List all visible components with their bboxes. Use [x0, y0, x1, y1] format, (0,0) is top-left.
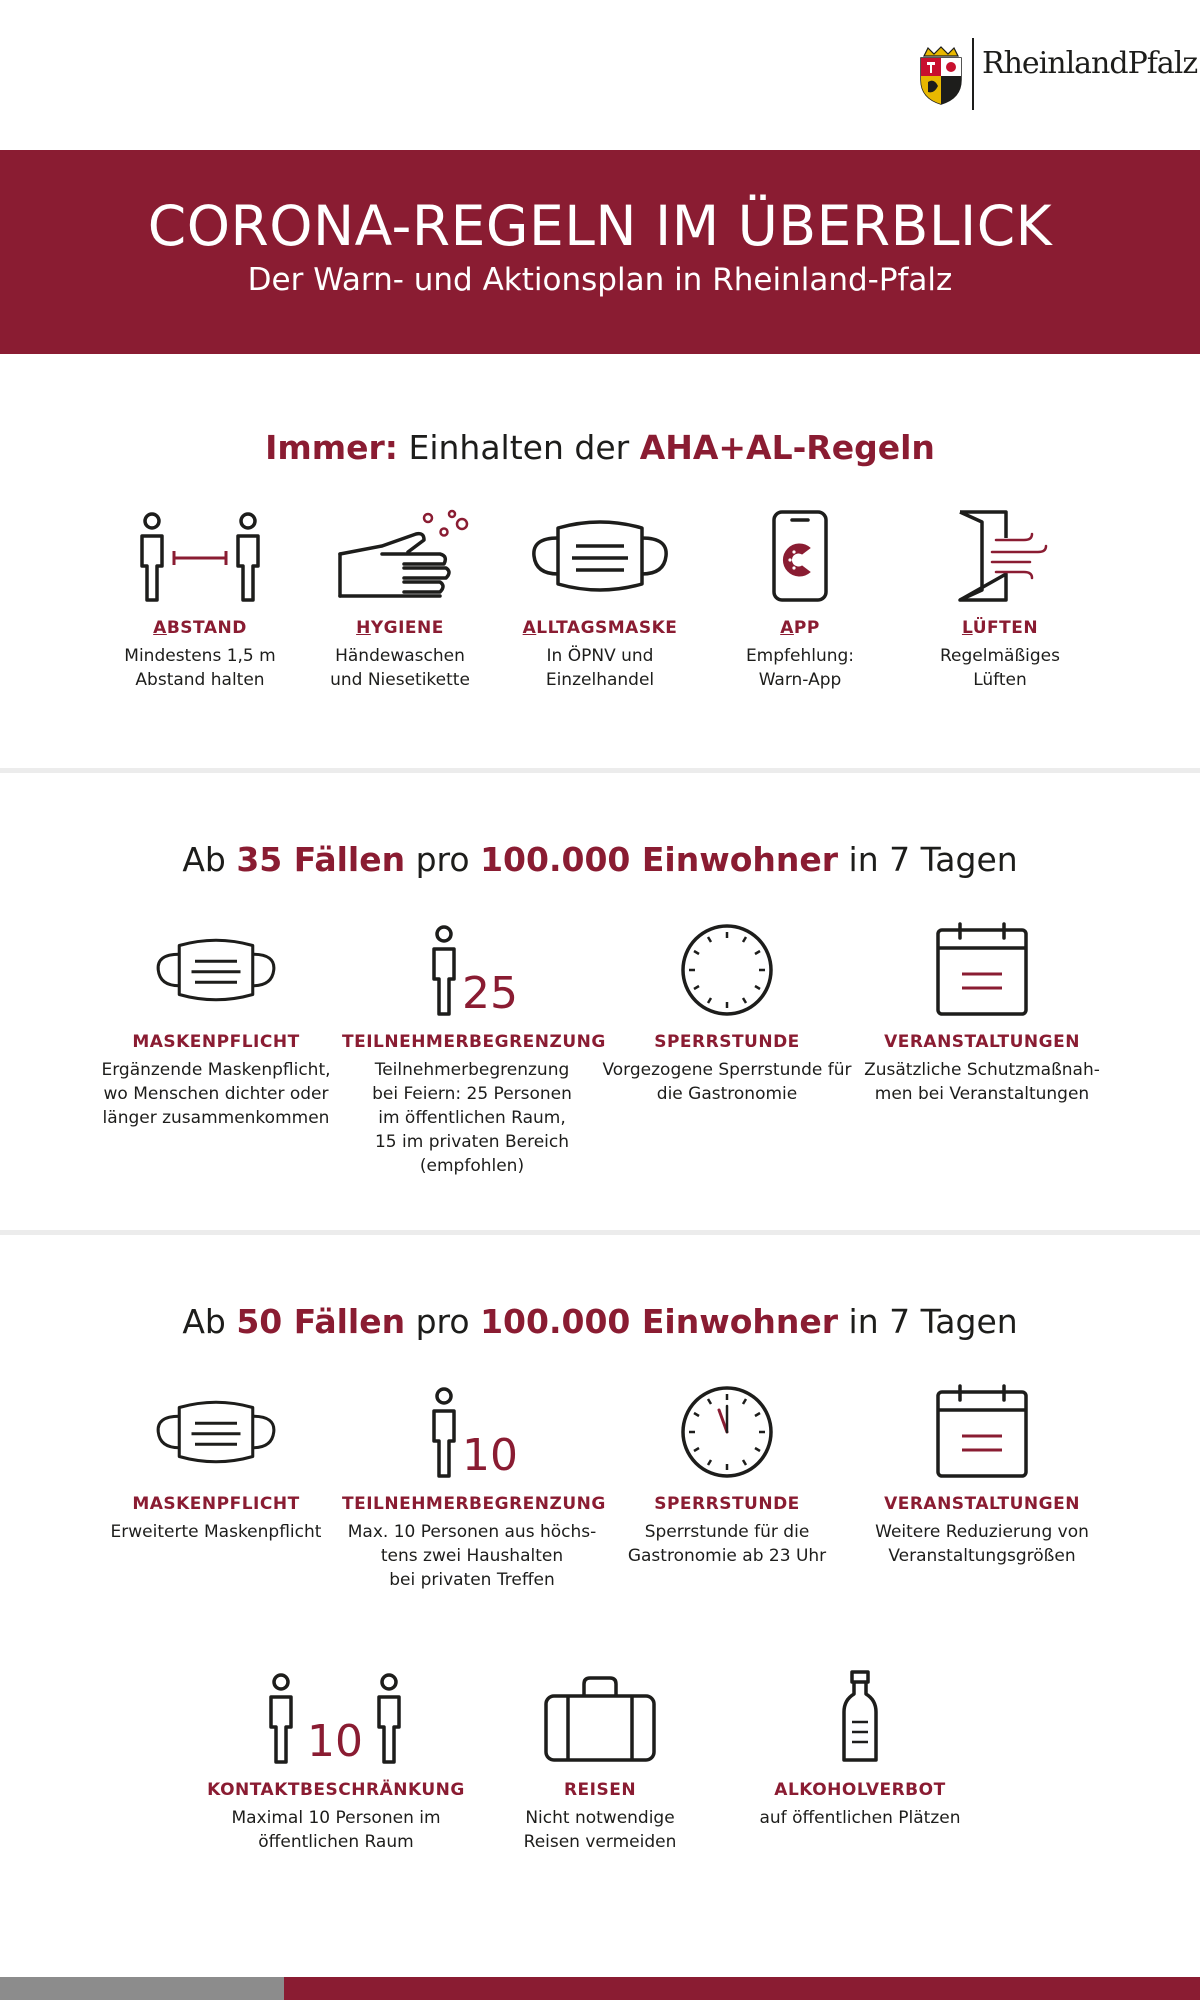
rule-lueften-label: LÜFTEN [961, 618, 1039, 638]
rule-lueften [900, 508, 1100, 692]
two-persons-icon [261, 1670, 411, 1766]
rule50-teilnehmer-desc: Max. 10 Personen aus höchs- tens zwei Haushalten bei privaten Treffen [347, 1522, 597, 1590]
rule50-sperrstunde [602, 1384, 852, 1568]
person-limit-icon [402, 1384, 542, 1480]
rule50-kontakt-desc: Maximal 10 Personen im öffentlichen Raum [231, 1808, 441, 1852]
rule50-sperrstunde-label: SPERRSTUNDE [654, 1494, 800, 1514]
clock-icon [657, 922, 797, 1018]
rule50-veranstaltungen [862, 1384, 1102, 1568]
rule-alltagsmaske-desc: In ÖPNV und Einzelhandel [545, 646, 655, 690]
rule-hygiene-desc: Händewaschen und Niesetikette [330, 646, 470, 690]
person-limit-number: 25 [462, 968, 518, 1019]
rule35-maskenpflicht-label: MASKENPFLICHT [132, 1032, 300, 1052]
rule50-alkohol [740, 1670, 980, 1830]
rule50-reisen [490, 1670, 710, 1854]
rule35-sperrstunde [602, 922, 852, 1106]
rule35-teilnehmer [342, 922, 606, 1178]
section-separator [0, 768, 1200, 773]
mask-icon [520, 508, 680, 604]
section-always-title: Immer: Einhalten der AHA+AL-Regeln [265, 428, 935, 467]
rule50-maskenpflicht-desc: Erweiterte Maskenpflicht [110, 1522, 322, 1542]
rule50-alkohol-label: ALKOHOLVERBOT [774, 1780, 946, 1800]
calendar-icon [912, 922, 1052, 1018]
rule50-teilnehmer [342, 1384, 606, 1592]
calendar-icon [912, 1384, 1052, 1480]
person-limit-number: 10 [462, 1430, 518, 1481]
rule-hygiene-label: HYGIENE [356, 618, 444, 638]
header-banner [0, 150, 1200, 354]
rule35-sperrstunde-label: SPERRSTUNDE [654, 1032, 800, 1052]
coat-of-arms-icon [918, 46, 964, 106]
rule50-sperrstunde-desc: Sperrstunde für die Gastronomie ab 23 Uhr [627, 1522, 827, 1566]
rule35-maskenpflicht-desc: Ergänzende Maskenpflicht, wo Menschen dichter oder länger zusammenkommen [101, 1060, 331, 1128]
footer-bar-red [284, 1977, 1200, 2000]
rule50-kontakt-label: KONTAKTBESCHRÄNKUNG [207, 1780, 465, 1800]
rule50-maskenpflicht-label: MASKENPFLICHT [132, 1494, 300, 1514]
contact-limit-number: 10 [307, 1716, 363, 1767]
footer-bar-gray [0, 1977, 284, 2000]
section-separator [0, 1230, 1200, 1235]
rule-app [700, 508, 900, 692]
ventilation-door-icon [920, 508, 1080, 604]
rule35-veranstaltungen [862, 922, 1102, 1106]
rule50-veranstaltungen-desc: Weitere Reduzierung von Veranstaltungsgrößen [875, 1522, 1089, 1566]
rule35-veranstaltungen-desc: Zusätzliche Schutzmaßnah- men bei Veranstaltungen [864, 1060, 1100, 1104]
rule-abstand [100, 508, 300, 692]
suitcase-icon [530, 1670, 670, 1766]
rule-alltagsmaske-label: ALLTAGSMASKE [522, 618, 678, 638]
rule50-veranstaltungen-label: VERANSTALTUNGEN [884, 1494, 1080, 1514]
clock-icon [657, 1384, 797, 1480]
rule-app-desc: Empfehlung: Warn-App [745, 646, 855, 690]
rule35-teilnehmer-desc: Teilnehmerbegrenzung bei Feiern: 25 Personen im öffentlichen Raum, 15 im privaten Bereich (empfohlen) [372, 1060, 572, 1176]
hand-washing-icon [320, 508, 480, 604]
rule50-reisen-desc: Nicht notwendige Reisen vermeiden [523, 1808, 677, 1852]
rule50-kontakt [204, 1670, 468, 1854]
page-title: CORONA-REGELN IM ÜBERBLICK [147, 194, 1053, 258]
state-logo [918, 38, 1198, 110]
rule-alltagsmaske [500, 508, 700, 692]
page-subtitle: Der Warn- und Aktionsplan in Rheinland-Pfalz [247, 262, 953, 298]
rule35-veranstaltungen-label: VERANSTALTUNGEN [884, 1032, 1080, 1052]
rule-hygiene [300, 508, 500, 692]
rule-lueften-desc: Regelmäßiges Lüften [940, 646, 1060, 690]
rule50-teilnehmer-label: TEILNEHMERBEGRENZUNG [342, 1494, 606, 1514]
logo-divider [972, 38, 974, 110]
rule35-sperrstunde-desc: Vorgezogene Sperrstunde für die Gastronomie [602, 1060, 852, 1104]
smartphone-app-icon [720, 508, 880, 604]
rule-app-label: APP [780, 618, 820, 638]
rule50-reisen-label: REISEN [563, 1780, 637, 1800]
section-35-title: Ab 35 Fällen pro 100.000 Einwohner in 7 Tagen [182, 840, 1018, 879]
person-limit-icon [402, 922, 542, 1018]
section-50-title: Ab 50 Fällen pro 100.000 Einwohner in 7 Tagen [182, 1302, 1018, 1341]
bottle-icon [790, 1670, 930, 1766]
rule50-maskenpflicht [100, 1384, 332, 1544]
mask-icon [146, 922, 286, 1018]
mask-icon [146, 1384, 286, 1480]
rule-abstand-label: ABSTAND [153, 618, 247, 638]
rule35-teilnehmer-label: TEILNEHMERBEGRENZUNG [342, 1032, 606, 1052]
logo-wordmark: RheinlandPfalz [982, 46, 1198, 81]
rule50-alkohol-desc: auf öffentlichen Plätzen [759, 1808, 961, 1828]
distance-icon [120, 508, 280, 604]
rule35-maskenpflicht [100, 922, 332, 1130]
rule-abstand-desc: Mindestens 1,5 m Abstand halten [124, 646, 276, 690]
